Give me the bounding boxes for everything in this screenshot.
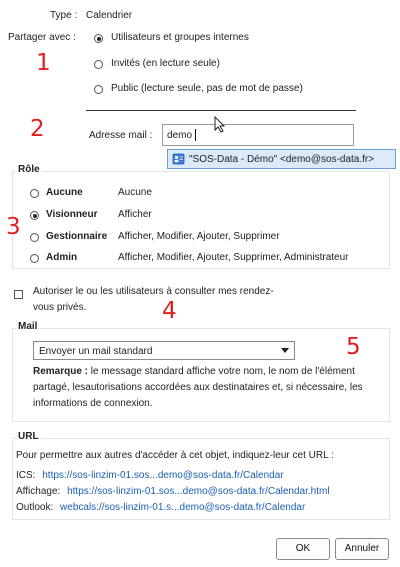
mail-remark-bold: Remarque : [33, 366, 89, 377]
chevron-down-icon [281, 348, 289, 354]
radio-admin[interactable] [30, 254, 39, 263]
url-link-affichage[interactable]: https://sos-linzim-01.sos...demo@sos-data.fr/Calendar.html [67, 486, 330, 497]
mouse-cursor-icon [214, 116, 226, 133]
role-desc: Afficher, Modifier, Ajouter, Supprimer [118, 231, 280, 242]
radio-visionneur[interactable] [30, 211, 39, 220]
mail-select-value: Envoyer un mail standard [39, 346, 153, 357]
role-name: Admin [46, 252, 78, 263]
email-suggestion-text: "SOS-Data - Démo" <demo@sos-data.fr> [189, 154, 375, 165]
marker-5: 5 [346, 334, 361, 360]
url-link-outlook[interactable]: webcals://sos-linzim-01.s...demo@sos-data.fr/Calendar [60, 502, 306, 513]
url-row-label: Affichage: [16, 486, 61, 497]
role-name: Visionneur [46, 209, 98, 220]
marker-3: 3 [6, 214, 21, 240]
type-label: Type : [50, 10, 78, 21]
share-option-label: Utilisateurs et groupes internes [111, 32, 249, 43]
share-with-label: Partager avec : [8, 32, 76, 43]
ok-button[interactable]: OK [276, 538, 330, 560]
share-option-label: Invités (en lecture seule) [111, 58, 220, 69]
email-input[interactable] [162, 124, 354, 146]
email-suggestion[interactable] [167, 149, 396, 169]
radio-aucune[interactable] [30, 189, 39, 198]
private-label: Autoriser le ou les utilisateurs à consulter mes rendez-vous privés. [33, 286, 274, 313]
type-value: Calendrier [86, 10, 133, 21]
radio-gestionnaire[interactable] [30, 233, 39, 242]
radio-public[interactable] [94, 85, 103, 94]
marker-4: 4 [162, 298, 177, 324]
url-row-label: ICS: [16, 470, 36, 481]
radio-guests[interactable] [94, 60, 103, 69]
mail-legend: Mail [18, 321, 38, 332]
role-name: Gestionnaire [46, 231, 108, 242]
marker-1: 1 [36, 50, 51, 76]
email-label: Adresse mail : [89, 130, 153, 141]
url-intro: Pour permettre aux autres d'accéder à cet objet, indiquez-leur cet URL : [16, 450, 334, 461]
share-option-label: Public (lecture seule, pas de mot de passe) [111, 83, 303, 94]
url-row-label: Outlook: [16, 502, 54, 513]
text-caret [195, 129, 196, 141]
mail-remark-text: le message standard affiche votre nom, le nom de l'élément partagé, lesautorisations accordées aux destinataires et, si nécessaire, les informations de connexion. [33, 366, 363, 409]
url-link-ics[interactable]: https://sos-linzim-01.sos...demo@sos-data.fr/Calendar [42, 470, 284, 481]
role-legend: Rôle [18, 164, 40, 175]
url-row-affichage [16, 486, 330, 497]
radio-internal[interactable] [94, 34, 103, 43]
url-row-outlook [16, 502, 305, 513]
private-checkbox[interactable] [14, 290, 23, 299]
mail-remark [33, 364, 378, 412]
cancel-button[interactable]: Annuler [335, 538, 389, 560]
divider [86, 110, 356, 111]
role-desc: Aucune [118, 187, 152, 198]
url-row-ics [16, 470, 284, 481]
url-legend: URL [18, 431, 39, 442]
contact-card-icon [172, 153, 185, 165]
marker-2: 2 [30, 116, 45, 142]
role-desc: Afficher, Modifier, Ajouter, Supprimer, Administrateur [118, 252, 349, 263]
mail-select[interactable] [33, 341, 295, 360]
email-input-value: demo [167, 130, 193, 141]
role-name: Aucune [46, 187, 83, 198]
role-desc: Afficher [118, 209, 152, 220]
